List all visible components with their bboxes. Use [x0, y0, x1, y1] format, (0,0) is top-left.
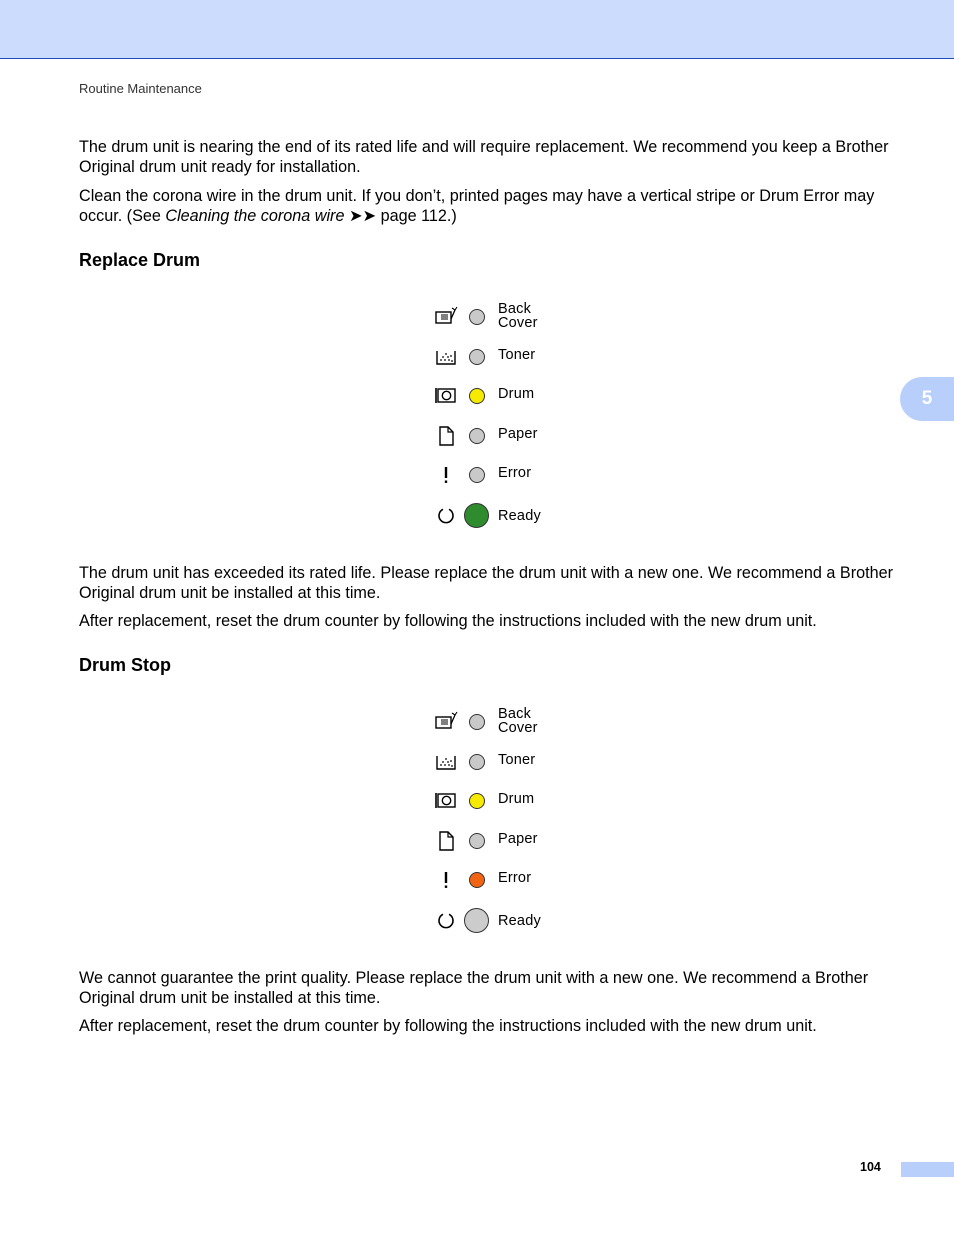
- led-row-ready: [432, 501, 592, 531]
- page-number-bar: [901, 1162, 954, 1177]
- led-row-ready: [432, 906, 592, 936]
- toner-icon: [434, 750, 458, 774]
- led-ready-label: Ready: [498, 913, 541, 929]
- led-row-drum: [432, 381, 592, 411]
- led-ready-indicator: [464, 908, 489, 933]
- section-title-drum-stop: Drum Stop: [79, 655, 171, 675]
- drum-stop-paragraph-1: We cannot guarantee the print quality. Please replace the drum unit with a new one. We recommend a Brother Original drum unit be installed at this time.: [79, 969, 869, 1007]
- intro-paragraph-1: The drum unit is nearing the end of its rated life and will require replacement. We recommend you keep a Brother Original drum unit ready for installation.: [79, 138, 889, 176]
- page-number: 104: [860, 1160, 881, 1174]
- back-cover-icon: [434, 710, 458, 734]
- led-row-paper: [432, 421, 592, 451]
- replace-drum-paragraph-2: After replacement, reset the drum counter by following the instructions included with the new drum unit.: [79, 612, 817, 630]
- led-row-paper: [432, 826, 592, 856]
- led-row-toner: [432, 747, 592, 777]
- led-row-toner: [432, 342, 592, 372]
- drum-icon: [434, 384, 458, 408]
- led-paper-indicator: [469, 428, 485, 444]
- led-drum-label: Drum: [498, 791, 535, 807]
- led-back-cover-label: Back Cover: [498, 301, 538, 331]
- led-ready-label: Ready: [498, 508, 541, 524]
- led-back-cover-indicator: [469, 714, 485, 730]
- replace-drum-paragraph-1: The drum unit has exceeded its rated life. Please replace the drum unit with a new one. We recommend a Brother Original drum unit be installed at this time.: [79, 564, 893, 602]
- paper-icon: [434, 424, 458, 448]
- section-title-replace-drum: Replace Drum: [79, 250, 201, 270]
- chapter-tab[interactable]: 5: [900, 377, 954, 421]
- led-drum-indicator: [469, 388, 485, 404]
- led-toner-label: Toner: [498, 347, 536, 363]
- led-row-back-cover: [432, 302, 592, 332]
- led-drum-label: Drum: [498, 386, 535, 402]
- led-error-indicator: [469, 467, 485, 483]
- led-back-cover-indicator: [469, 309, 485, 325]
- cross-reference-link[interactable]: Cleaning the corona wire: [165, 207, 345, 225]
- led-row-drum: [432, 786, 592, 816]
- led-ready-indicator: [464, 503, 489, 528]
- toner-icon: [434, 345, 458, 369]
- error-icon: [434, 463, 458, 487]
- cross-reference-arrow-icon: ➤➤: [348, 207, 377, 225]
- paper-icon: [434, 829, 458, 853]
- led-row-back-cover: [432, 707, 592, 737]
- intro-text-b: page 112.): [376, 207, 457, 225]
- led-panel-replace-drum: [432, 302, 592, 542]
- intro-paragraph-2: [79, 186, 894, 226]
- led-paper-indicator: [469, 833, 485, 849]
- led-paper-label: Paper: [498, 831, 538, 847]
- power-icon: [434, 909, 458, 933]
- power-icon: [434, 504, 458, 528]
- led-row-error: [432, 460, 592, 490]
- led-toner-indicator: [469, 349, 485, 365]
- error-icon: [434, 868, 458, 892]
- drum-stop-paragraph-2: After replacement, reset the drum counter by following the instructions included with the new drum unit.: [79, 1017, 817, 1035]
- led-error-indicator: [469, 872, 485, 888]
- drum-icon: [434, 789, 458, 813]
- led-paper-label: Paper: [498, 426, 538, 442]
- led-row-error: [432, 865, 592, 895]
- led-panel-drum-stop: [432, 707, 592, 947]
- led-toner-label: Toner: [498, 752, 536, 768]
- led-drum-indicator: [469, 793, 485, 809]
- led-error-label: Error: [498, 870, 532, 886]
- back-cover-icon: [434, 305, 458, 329]
- led-error-label: Error: [498, 465, 532, 481]
- led-back-cover-label: Back Cover: [498, 706, 538, 736]
- breadcrumb: Routine Maintenance: [79, 81, 202, 96]
- header-band: [0, 0, 954, 59]
- intro-text-a: Clean the corona wire in the drum unit. If you don’t, printed pages may have a vertical stripe or Drum Error may occur. (See: [79, 187, 875, 225]
- led-toner-indicator: [469, 754, 485, 770]
